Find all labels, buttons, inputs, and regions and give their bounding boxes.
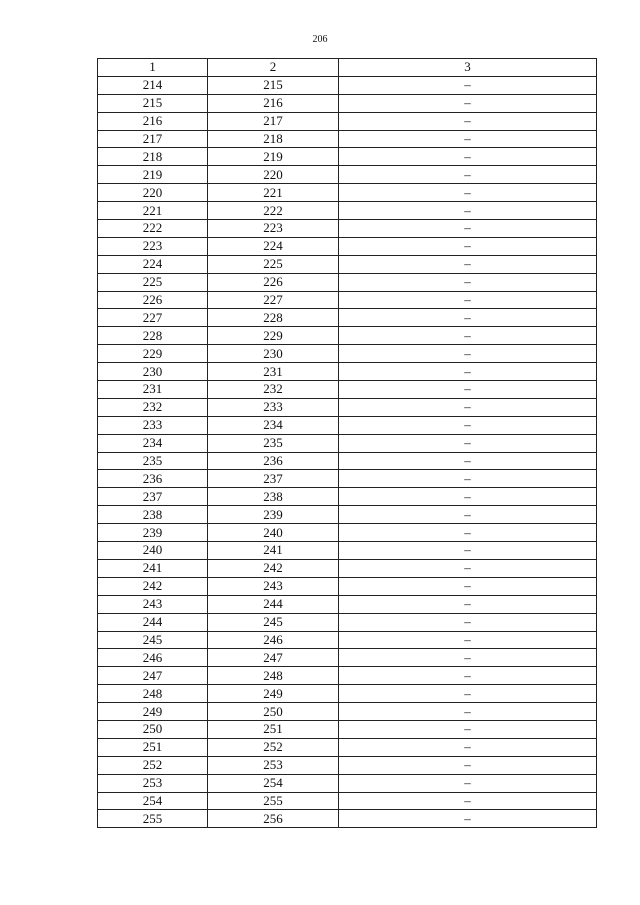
table-cell-col-1: 241 [98,559,208,577]
table-cell-col-2: 229 [208,327,339,345]
table-cell-col-3: – [339,452,597,470]
table-cell-col-2: 230 [208,345,339,363]
table-row [98,76,597,94]
table-cell-col-2: 250 [208,703,339,721]
table-cell-col-1: 234 [98,434,208,452]
table-cell-col-2: 249 [208,685,339,703]
table-cell-col-1: 223 [98,237,208,255]
table-cell-col-1: 215 [98,94,208,112]
table-row [98,434,597,452]
page-number: 206 [312,34,328,45]
table-cell-col-3: – [339,756,597,774]
table-cell-col-2: 219 [208,148,339,166]
table-row [98,166,597,184]
table-cell-col-3: – [339,94,597,112]
table-row [98,810,597,828]
table-row [98,720,597,738]
table-row [98,792,597,810]
table-cell-col-2: 254 [208,774,339,792]
table-cell-col-3: – [339,309,597,327]
table-row [98,756,597,774]
header-row [98,59,597,77]
table-cell-col-2: 251 [208,720,339,738]
table-cell-col-3: – [339,470,597,488]
table-cell-col-2: 225 [208,255,339,273]
table-cell-col-3: – [339,273,597,291]
table-cell-col-1: 226 [98,291,208,309]
table-cell-col-2: 239 [208,506,339,524]
table-cell-col-1: 222 [98,220,208,238]
table-cell-col-2: 215 [208,76,339,94]
table-row [98,381,597,399]
table-cell-col-1: 214 [98,76,208,94]
table-cell-col-2: 256 [208,810,339,828]
table-cell-col-2: 237 [208,470,339,488]
table-cell-col-3: – [339,613,597,631]
table-cell-col-1: 233 [98,416,208,434]
table-row [98,488,597,506]
table-cell-col-3: – [339,220,597,238]
table-row [98,112,597,130]
table-cell-col-1: 221 [98,202,208,220]
table-cell-col-1: 232 [98,398,208,416]
table-cell-col-1: 229 [98,345,208,363]
table-body [98,76,597,827]
table-row [98,452,597,470]
table-row [98,309,597,327]
table-cell-col-1: 227 [98,309,208,327]
table-row [98,631,597,649]
table-cell-col-2: 234 [208,416,339,434]
table-cell-col-2: 240 [208,524,339,542]
table-cell-col-1: 235 [98,452,208,470]
table-row [98,595,597,613]
table-cell-col-1: 237 [98,488,208,506]
table-row [98,237,597,255]
table-row [98,291,597,309]
table-cell-col-2: 221 [208,184,339,202]
table-cell-col-3: – [339,434,597,452]
table-row [98,255,597,273]
column-header-3: 3 [339,59,597,77]
table-cell-col-1: 225 [98,273,208,291]
table-cell-col-2: 228 [208,309,339,327]
table-cell-col-1: 248 [98,685,208,703]
table-cell-col-2: 248 [208,667,339,685]
table-cell-col-3: – [339,130,597,148]
table-cell-col-2: 218 [208,130,339,148]
table-cell-col-1: 236 [98,470,208,488]
table-cell-col-1: 216 [98,112,208,130]
column-header-1: 1 [98,59,208,77]
table-cell-col-3: – [339,184,597,202]
table-row [98,220,597,238]
table-cell-col-3: – [339,685,597,703]
table-row [98,506,597,524]
table-cell-col-3: – [339,112,597,130]
table-row [98,130,597,148]
table-cell-col-3: – [339,363,597,381]
table-row [98,184,597,202]
table-cell-col-1: 240 [98,542,208,560]
table-cell-col-2: 216 [208,94,339,112]
table-cell-col-3: – [339,255,597,273]
table-cell-col-3: – [339,148,597,166]
table-cell-col-1: 219 [98,166,208,184]
table-cell-col-1: 230 [98,363,208,381]
table-cell-col-1: 253 [98,774,208,792]
table-cell-col-3: – [339,166,597,184]
table-cell-col-2: 232 [208,381,339,399]
table-cell-col-2: 226 [208,273,339,291]
table-cell-col-3: – [339,774,597,792]
table-cell-col-2: 243 [208,577,339,595]
table-cell-col-1: 244 [98,613,208,631]
table-row [98,94,597,112]
table-cell-col-3: – [339,559,597,577]
table-cell-col-2: 242 [208,559,339,577]
table-row [98,398,597,416]
table-cell-col-1: 250 [98,720,208,738]
table-cell-col-2: 222 [208,202,339,220]
table-row [98,416,597,434]
table-row [98,613,597,631]
table-cell-col-3: – [339,76,597,94]
table-cell-col-1: 218 [98,148,208,166]
table-row [98,327,597,345]
table-cell-col-1: 245 [98,631,208,649]
table-cell-col-3: – [339,703,597,721]
table-row [98,345,597,363]
table-cell-col-2: 241 [208,542,339,560]
table-cell-col-1: 238 [98,506,208,524]
table-cell-col-3: – [339,398,597,416]
table-cell-col-1: 246 [98,649,208,667]
table-row [98,524,597,542]
table-cell-col-1: 249 [98,703,208,721]
table-cell-col-1: 220 [98,184,208,202]
table-header [98,59,597,77]
table-cell-col-3: – [339,649,597,667]
table-row [98,703,597,721]
table-row [98,738,597,756]
table-cell-col-3: – [339,381,597,399]
table-cell-col-2: 253 [208,756,339,774]
table-cell-col-1: 228 [98,327,208,345]
table-cell-col-1: 224 [98,255,208,273]
table-cell-col-3: – [339,631,597,649]
table-cell-col-3: – [339,237,597,255]
table-cell-col-2: 217 [208,112,339,130]
table-row [98,559,597,577]
table-row [98,577,597,595]
table-row [98,470,597,488]
table-cell-col-3: – [339,667,597,685]
table-row [98,148,597,166]
table-row [98,667,597,685]
table-cell-col-3: – [339,738,597,756]
table-cell-col-3: – [339,595,597,613]
table-cell-col-1: 247 [98,667,208,685]
table-cell-col-3: – [339,810,597,828]
table-cell-col-3: – [339,327,597,345]
table-row [98,363,597,381]
table-row [98,542,597,560]
table-cell-col-2: 238 [208,488,339,506]
table-cell-col-2: 235 [208,434,339,452]
table-cell-col-3: – [339,524,597,542]
table-cell-col-3: – [339,792,597,810]
table-row [98,273,597,291]
table-cell-col-3: – [339,720,597,738]
table-cell-col-2: 244 [208,595,339,613]
table-cell-col-2: 233 [208,398,339,416]
table-cell-col-1: 254 [98,792,208,810]
table-cell-col-2: 220 [208,166,339,184]
table-row [98,649,597,667]
table-cell-col-1: 251 [98,738,208,756]
table-cell-col-1: 217 [98,130,208,148]
table-cell-col-1: 255 [98,810,208,828]
table-cell-col-2: 255 [208,792,339,810]
table-row [98,774,597,792]
column-header-2: 2 [208,59,339,77]
table-cell-col-3: – [339,291,597,309]
table-row [98,202,597,220]
table-cell-col-2: 252 [208,738,339,756]
table-cell-col-3: – [339,202,597,220]
table-cell-col-1: 239 [98,524,208,542]
table-cell-col-2: 227 [208,291,339,309]
table-cell-col-3: – [339,488,597,506]
table-cell-col-3: – [339,577,597,595]
table-cell-col-2: 224 [208,237,339,255]
table-cell-col-2: 245 [208,613,339,631]
table-cell-col-1: 242 [98,577,208,595]
table-cell-col-3: – [339,416,597,434]
table-row [98,685,597,703]
table-cell-col-2: 247 [208,649,339,667]
table-cell-col-2: 236 [208,452,339,470]
table-cell-col-1: 231 [98,381,208,399]
table-cell-col-2: 231 [208,363,339,381]
table-cell-col-3: – [339,506,597,524]
table-cell-col-3: – [339,542,597,560]
data-table [97,58,597,828]
table-cell-col-2: 223 [208,220,339,238]
table-cell-col-3: – [339,345,597,363]
table-cell-col-2: 246 [208,631,339,649]
table-cell-col-1: 252 [98,756,208,774]
table-cell-col-1: 243 [98,595,208,613]
